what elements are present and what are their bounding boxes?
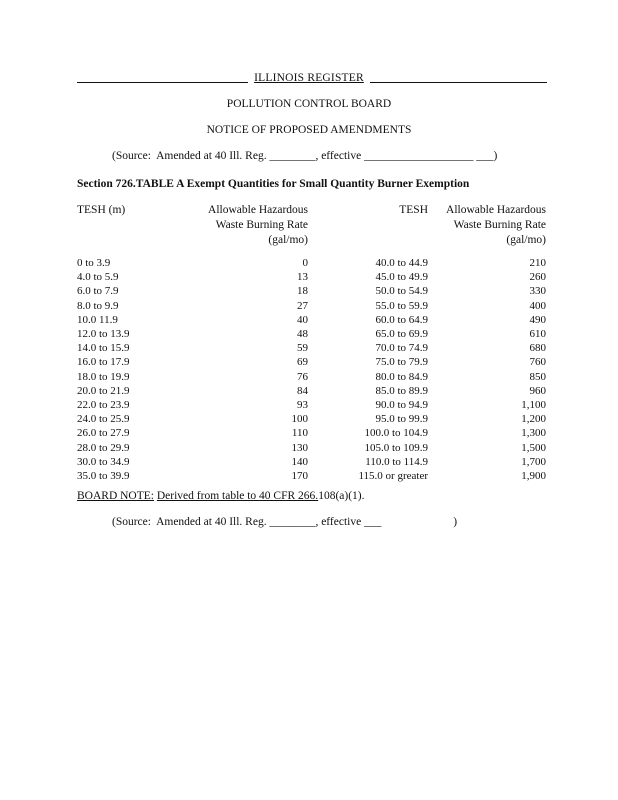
notice-title: NOTICE OF PROPOSED AMENDMENTS: [206, 124, 412, 136]
table-row: [77, 313, 546, 327]
cell-rate-right: 490: [529, 313, 546, 326]
cell-tesh-right: 75.0 to 79.9: [375, 356, 428, 369]
cell-tesh-right: 85.0 to 89.9: [375, 384, 428, 397]
cell-tesh-left: 18.0 to 19.9: [77, 370, 130, 383]
cell-tesh-left: 24.0 to 25.9: [77, 413, 130, 426]
cell-rate-left: 170: [291, 470, 308, 483]
cell-rate-right: 260: [529, 271, 546, 284]
cell-rate-right: 610: [529, 328, 546, 341]
cell-tesh-left: 8.0 to 9.9: [77, 299, 119, 312]
table-row: [77, 355, 546, 369]
table-body: [77, 256, 546, 483]
cell-tesh-right: 45.0 to 49.9: [375, 271, 428, 284]
cell-rate-left: 76: [297, 370, 308, 383]
cell-rate-right: 210: [529, 257, 546, 269]
register-title: [0, 72, 618, 84]
cell-rate-left: 100: [291, 413, 308, 426]
column-header-rate-right-line3: (gal/mo): [506, 234, 546, 246]
cell-tesh-right: 115.0 or greater: [358, 470, 428, 483]
table-row: [77, 455, 546, 469]
cell-rate-left: 84: [297, 384, 308, 397]
cell-rate-right: 850: [529, 370, 546, 383]
cell-rate-right: 1,100: [521, 399, 546, 412]
table-row: [77, 256, 546, 270]
cell-tesh-right: 55.0 to 59.9: [375, 299, 428, 312]
table-row: [77, 384, 546, 398]
table-row: [77, 426, 546, 440]
cell-rate-left: 18: [297, 285, 308, 298]
cell-rate-left: 0: [302, 257, 308, 269]
cell-rate-left: 69: [297, 356, 308, 369]
cell-tesh-right: 70.0 to 74.9: [375, 342, 428, 355]
cell-tesh-left: 6.0 to 7.9: [77, 285, 119, 298]
exempt-quantities-table: [77, 256, 546, 483]
table-row: [77, 299, 546, 313]
cell-rate-left: 27: [297, 299, 308, 312]
cell-rate-left: 48: [297, 328, 308, 341]
cell-rate-left: 140: [291, 455, 308, 468]
cell-tesh-left: 14.0 to 15.9: [77, 342, 130, 355]
column-header-rate-right-line1: Allowable Hazardous: [446, 204, 546, 216]
column-header-rate-left-line3: (gal/mo): [268, 234, 308, 246]
table-row: [77, 327, 546, 341]
register-title-text: ILLINOIS REGISTER: [248, 72, 370, 84]
table-row: [77, 469, 546, 483]
board-name: POLLUTION CONTROL BOARD: [226, 98, 392, 110]
column-header-rate-left-line1: Allowable Hazardous: [208, 204, 308, 216]
cell-rate-right: 1,900: [521, 470, 546, 483]
cell-tesh-left: 0 to 3.9: [77, 257, 111, 269]
cell-tesh-left: 35.0 to 39.9: [77, 470, 130, 483]
cell-rate-right: 330: [529, 285, 546, 298]
cell-tesh-left: 30.0 to 34.9: [77, 455, 130, 468]
cell-rate-right: 1,500: [521, 441, 546, 454]
cell-tesh-right: 80.0 to 84.9: [375, 370, 428, 383]
cell-rate-left: 59: [297, 342, 308, 355]
column-header-tesh-m: TESH (m): [77, 204, 126, 216]
cell-tesh-left: 16.0 to 17.9: [77, 356, 130, 369]
cell-tesh-left: 20.0 to 21.9: [77, 384, 130, 397]
table-row: [77, 341, 546, 355]
column-header-tesh: TESH: [399, 204, 428, 216]
cell-rate-right: 960: [529, 384, 546, 397]
cell-rate-right: 1,700: [521, 455, 546, 468]
cell-rate-left: 130: [291, 441, 308, 454]
cell-tesh-right: 90.0 to 94.9: [375, 399, 428, 412]
table-row: [77, 370, 546, 384]
cell-rate-right: 1,300: [521, 427, 546, 440]
cell-tesh-left: 22.0 to 23.9: [77, 399, 130, 412]
cell-rate-right: 1,200: [521, 413, 546, 426]
column-header-rate-right: [430, 203, 546, 248]
board-note: [77, 490, 365, 502]
table-row: [77, 441, 546, 455]
cell-rate-left: 93: [297, 399, 308, 412]
source-line-top: (Source: Amended at 40 Ill. Reg. ________, effective ___________________ ___): [112, 150, 498, 162]
cell-rate-left: 13: [297, 271, 308, 284]
cell-tesh-right: 95.0 to 99.9: [375, 413, 428, 426]
cell-rate-right: 680: [529, 342, 546, 355]
column-header-rate-right-line2: Waste Burning Rate: [453, 219, 546, 231]
cell-tesh-right: 40.0 to 44.9: [375, 257, 428, 269]
table-row: [77, 412, 546, 426]
cell-tesh-right: 65.0 to 69.9: [375, 328, 428, 341]
cell-rate-left: 110: [291, 427, 308, 440]
cell-tesh-right: 105.0 to 109.9: [364, 441, 428, 454]
column-header-rate-left: [188, 203, 308, 248]
column-header-rate-left-line2: Waste Burning Rate: [215, 219, 308, 231]
source-line-bottom: (Source: Amended at 40 Ill. Reg. ________, effective ___ ): [112, 516, 458, 528]
table-row: [77, 270, 546, 284]
cell-tesh-left: 12.0 to 13.9: [77, 328, 130, 341]
cell-rate-left: 40: [297, 313, 308, 326]
cell-tesh-right: 100.0 to 104.9: [364, 427, 428, 440]
cell-tesh-right: 50.0 to 54.9: [375, 285, 428, 298]
section-heading: Section 726.TABLE A Exempt Quantities for Small Quantity Burner Exemption: [77, 178, 470, 190]
board-note-text-tail: 108(a)(1).: [318, 490, 365, 502]
cell-tesh-left: 4.0 to 5.9: [77, 271, 119, 284]
table-row: [77, 284, 546, 298]
cell-tesh-left: 26.0 to 27.9: [77, 427, 130, 440]
table-row: [77, 398, 546, 412]
cell-tesh-right: 110.0 to 114.9: [365, 455, 428, 468]
cell-rate-right: 400: [529, 299, 546, 312]
board-note-label: BOARD NOTE:: [77, 490, 154, 502]
cell-tesh-left: 28.0 to 29.9: [77, 441, 130, 454]
cell-rate-right: 760: [529, 356, 546, 369]
board-note-text: Derived from table to 40 CFR 266.: [156, 490, 319, 502]
cell-tesh-left: 10.0 11.9: [77, 313, 118, 326]
cell-tesh-right: 60.0 to 64.9: [375, 313, 428, 326]
